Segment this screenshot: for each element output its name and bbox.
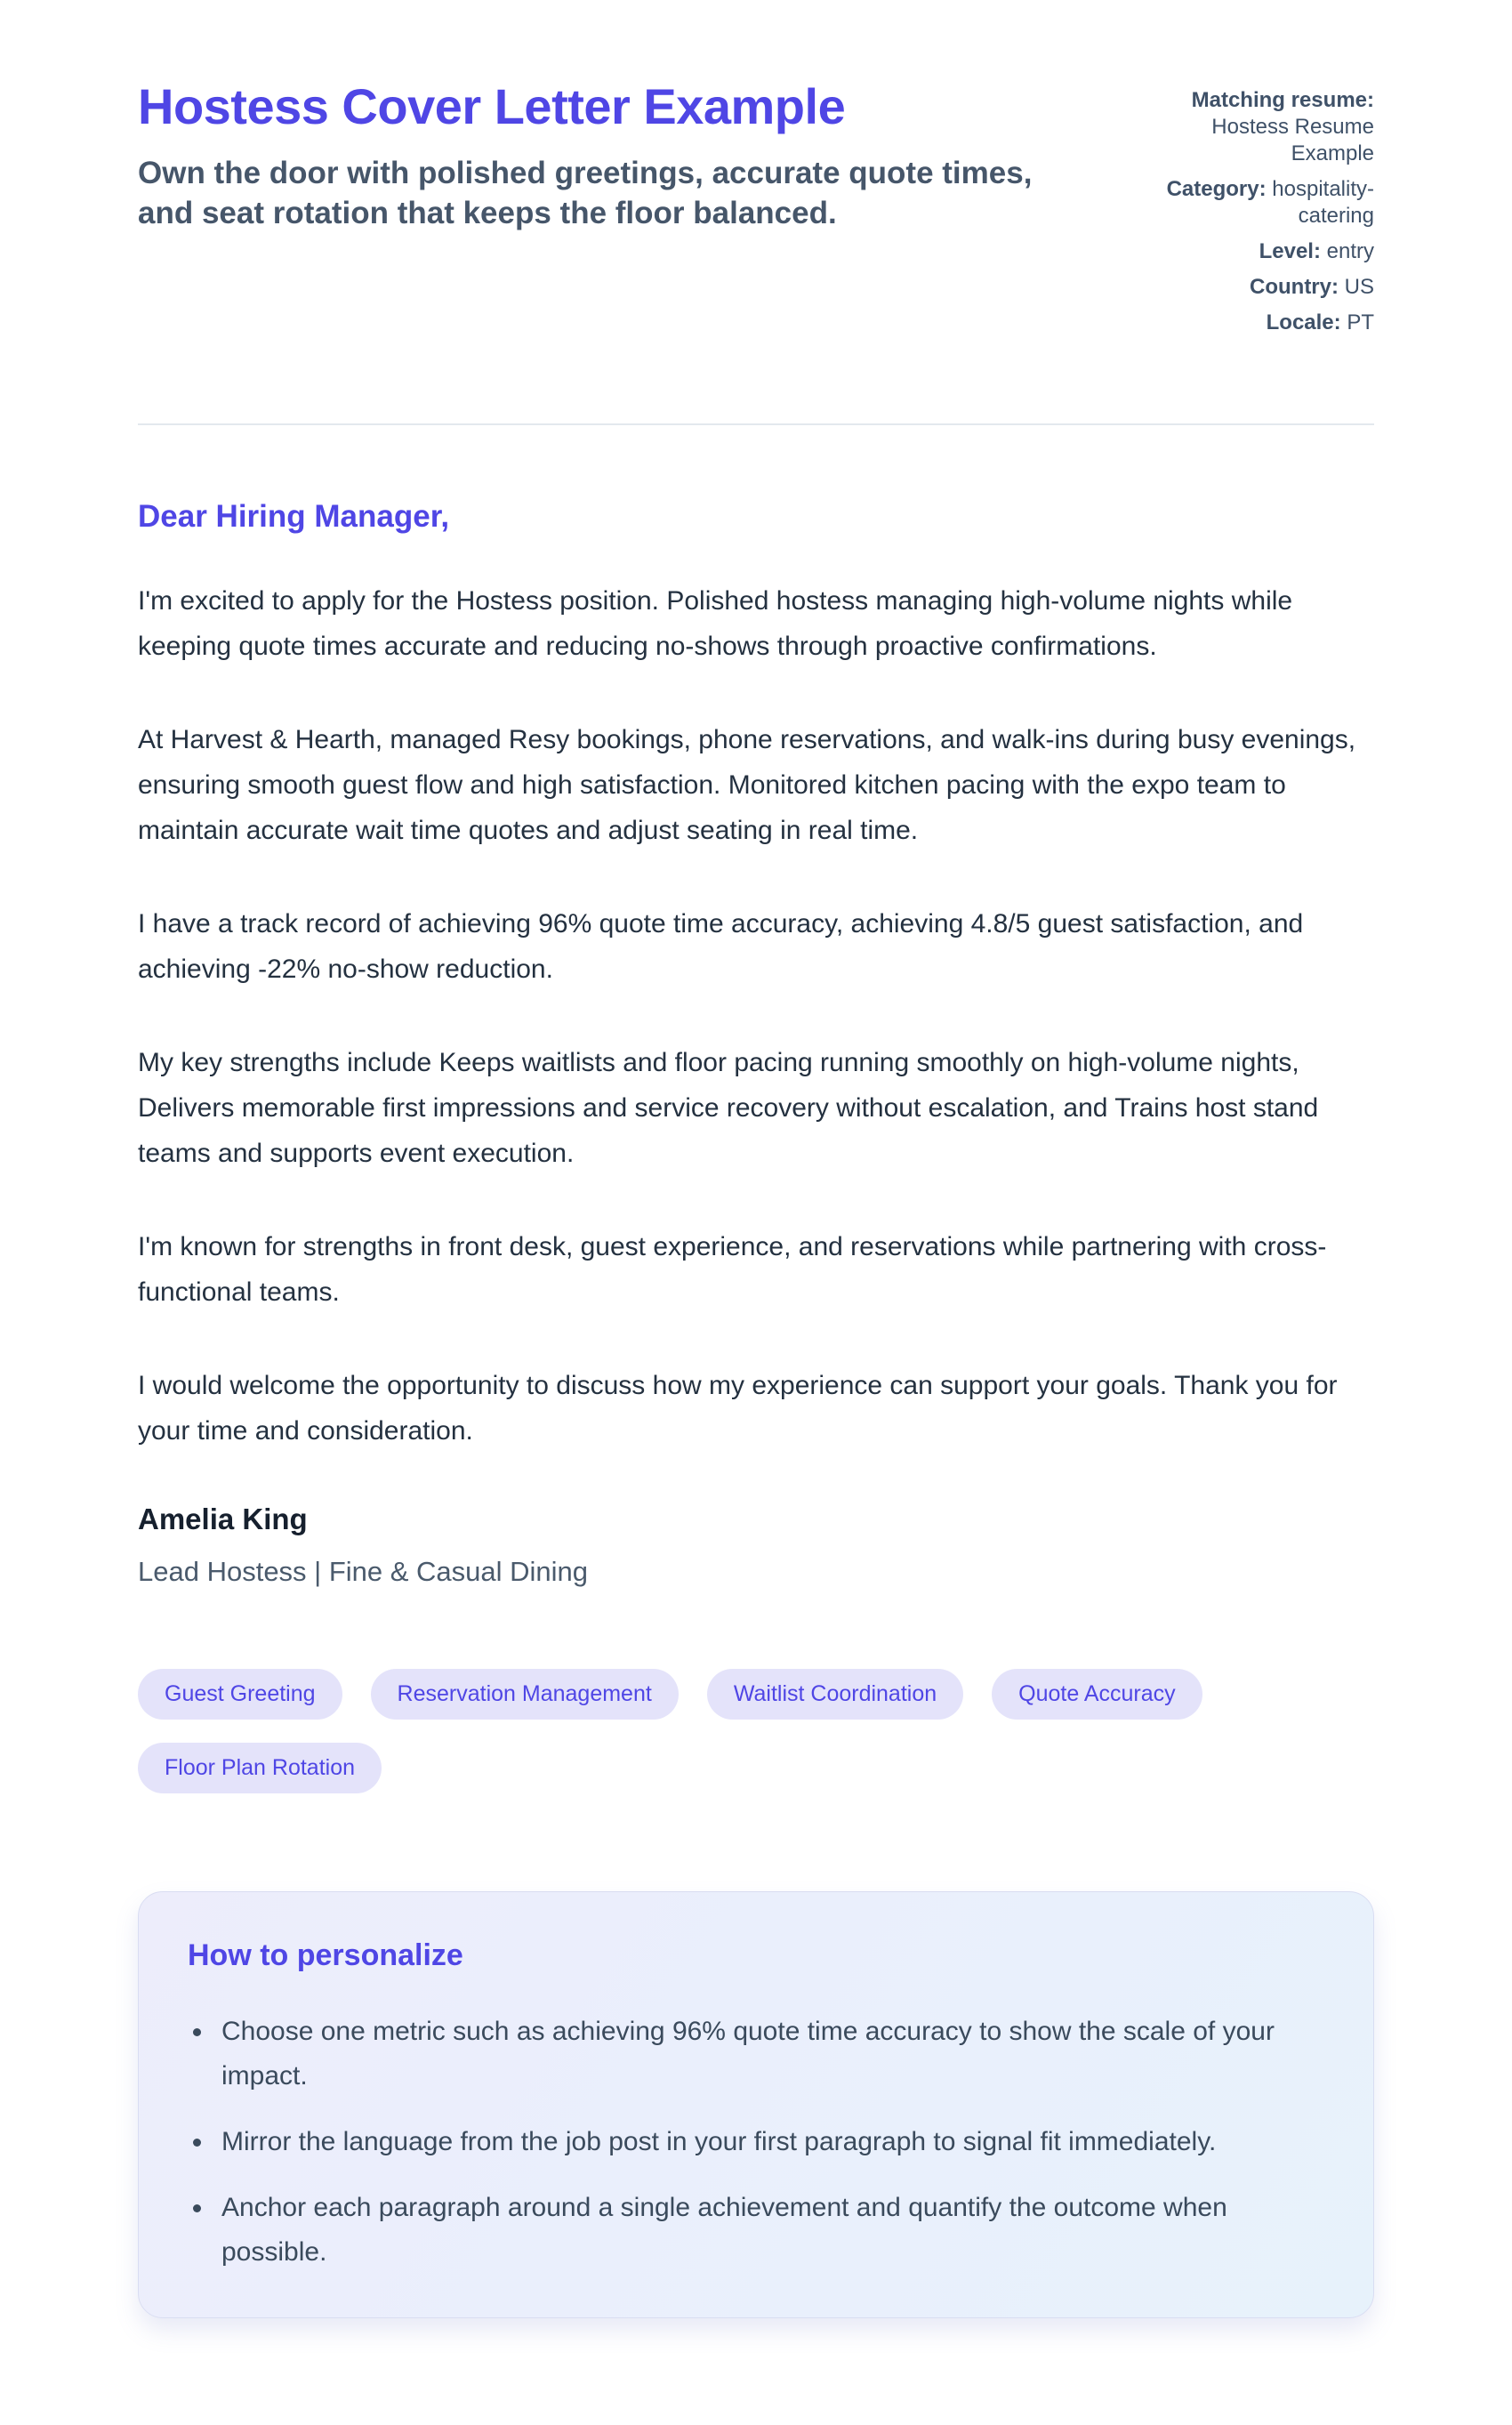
callout-bullet: • Mirror the language from the job post in your first paragraph to signal fit immediately.: [214, 2120, 1324, 2164]
page-subtitle: Own the door with polished greetings, accurate quote times, and seat rotation that keeps the floor balanced.: [138, 156, 1033, 230]
meta-value: hospitality-catering: [1272, 177, 1374, 228]
callout-bullet: • Anchor each paragraph around a single achievement and quantify the outcome when possible.: [214, 2186, 1324, 2275]
signature-role: Lead Hostess | Fine & Casual Dining: [138, 1556, 589, 1587]
meta-value: PT: [1347, 310, 1374, 334]
callout-bullet: • Choose one metric such as achieving 96% quote time accuracy to show the scale of your impact.: [214, 2010, 1324, 2099]
skill-tag: Reservation Management: [371, 1669, 679, 1720]
letter-body: [138, 498, 1374, 1589]
meta-category: [1141, 176, 1374, 230]
meta-level: [1141, 238, 1374, 265]
meta-label: Level:: [1259, 239, 1321, 263]
meta-block: [1141, 78, 1374, 345]
letter-paragraph: At Harvest & Hearth, managed Resy bookings, phone reservations, and walk-ins during busy evenings, ensuring smooth guest flow and high satisfaction. Monitored kitchen pacing with the expo team to maintain accurate wait time quotes and adjust seating in real time.: [138, 725, 1356, 845]
meta-value: US: [1344, 275, 1374, 299]
skill-tag: Guest Greeting: [138, 1669, 342, 1720]
meta-label: Category:: [1166, 177, 1267, 201]
skill-tags: [138, 1669, 1374, 1793]
letter-paragraph: I'm known for strengths in front desk, guest experience, and reservations while partnering with cross-functional teams.: [138, 1232, 1327, 1307]
how-to-personalize-callout: [138, 1891, 1374, 2318]
callout-title: How to personalize: [188, 1938, 463, 1972]
header-divider: [138, 423, 1374, 425]
meta-country: [1141, 274, 1374, 301]
meta-matching-resume: [1141, 87, 1374, 167]
meta-label: Locale:: [1266, 310, 1341, 334]
meta-label: Matching resume:: [1191, 88, 1374, 112]
skill-tag: Waitlist Coordination: [707, 1669, 963, 1720]
page-title: Hostess Cover Letter Example: [138, 78, 846, 134]
signature-name: Amelia King: [138, 1503, 308, 1535]
callout-bullet-list: [188, 2010, 1324, 2275]
header-title-block: [138, 78, 1036, 233]
letter-greeting: Dear Hiring Manager,: [138, 499, 450, 534]
page-header: [138, 78, 1374, 345]
letter-paragraph: I would welcome the opportunity to discuss how my experience can support your goals. Thank you for your time and consideration.: [138, 1371, 1338, 1446]
meta-label: Country:: [1250, 275, 1339, 299]
letter-paragraph: My key strengths include Keeps waitlists and floor pacing running smoothly on high-volume nights, Delivers memorable first impressions and service recovery without escalation, and Trains host stand teams and supports event execution.: [138, 1048, 1319, 1168]
meta-locale: [1141, 310, 1374, 336]
letter-paragraph: I have a track record of achieving 96% quote time accuracy, achieving 4.8/5 guest satisfaction, and achieving -22% no-show reduction.: [138, 909, 1304, 984]
skill-tag: Floor Plan Rotation: [138, 1743, 382, 1793]
skill-tag: Quote Accuracy: [992, 1669, 1202, 1720]
meta-value: entry: [1326, 239, 1374, 263]
letter-paragraph: I'm excited to apply for the Hostess position. Polished hostess managing high-volume nights while keeping quote times accurate and reducing no-shows through proactive confirmations.: [138, 586, 1293, 661]
meta-value: Hostess Resume Example: [1211, 115, 1374, 165]
